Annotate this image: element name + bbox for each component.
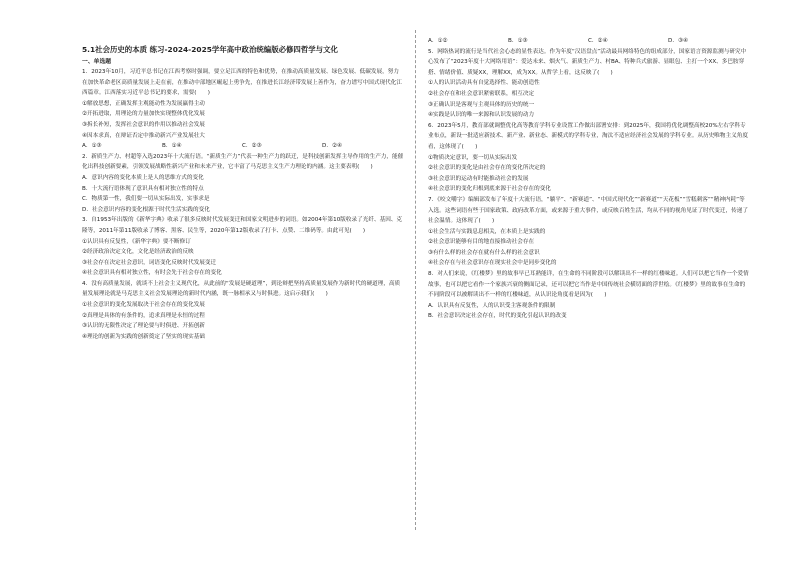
question-6-stem: 6．2023年5月，教育部就调整优化高等教育学科专业设置工作做出部署安排：到2025年，我国将优化调整高校20%左右学科专业布点，新设一批适应新技术、新产业、新业态、新模式的学科专业，淘汰不适应经济社会发展的学科专业。从历史唯物主义角度看，这体现了( ) [428, 122, 748, 150]
question-1-choices [82, 141, 404, 152]
question-5-option-1: ①人的认识活动具有自觉选择性、能动创造性 [428, 80, 540, 87]
question-3-option-1: ①认识具有反复性，《新华字典》要不断修订 [82, 238, 191, 245]
question-5-option-4: ④实践是认识的唯一来源和认识发展的动力 [428, 112, 535, 119]
question-7-option-3: ③有什么样的社会存在就有什么样的社会意识 [428, 249, 540, 256]
question-3-option-2: ②经济政治决定文化，文化是经济政治的反映 [82, 249, 194, 256]
question-4-stem: 4．没有高质量发展，就谈不上社会主义现代化，从此前的“发展是硬道理”，到论辩把坚持高质量发展作为新时代的硬道理，高质量发展理论就是马克思主义社会发展理论的新时代内涵，既一脉相承又与时俱进。这启示我们( ) [82, 280, 401, 298]
choice-c: C．②④ [588, 38, 608, 44]
question-1-option-4: ④因本求真，在辩证否定中推动新兴产业发展壮大 [82, 132, 205, 139]
question-2-option-b: B．十大流行语体现了意识具有相对独立性的特点 [82, 185, 204, 192]
question-5-stem: 5．网络热词的流行是当代社会心态的显性表达。作为年度“汉语盘点”活动最具网络特色的组成部分，国家语言资源监测与研究中心发布了“2023年度十大网络用语”：爱达未来、烟火气、新质生产力、村BA、特种兵式旅游、显眼包、主打一个XX、多巴胺穿搭、情绪价值、质疑XX，理解XX，成为XX。从哲学上看，这反映了( ) [428, 48, 747, 76]
question-4-option-3: ③认识的无限性决定了理论要与时俱进、开拓创新 [82, 323, 205, 330]
choice-c: C．②③ [242, 143, 262, 150]
question-8-option-b: B．社会意识决定社会存在，时代的变化引起认识的改变 [428, 313, 567, 320]
choice-a: A．①③ [82, 143, 102, 150]
question-4-option-4: ④理论的创新为实践的创新奠定了坚实的现实基础 [82, 333, 205, 340]
section-heading: 一、单选题 [82, 59, 112, 65]
question-4-option-2: ②真理是具体的有条件的，追求真理是永恒的过程 [82, 312, 205, 319]
question-4-choices [428, 36, 750, 47]
question-7-option-2: ②社会意识能够有目的地直接推动社会存在 [428, 239, 535, 246]
question-7-option-1: ①社会生活与实践息息相关，在本质上是实践的 [428, 228, 546, 235]
question-1-option-3: ③拆长补短，发挥社会意识的作用以推动社会发展 [82, 121, 205, 128]
question-3-option-4: ④社会意识具有相对独立性，有时会先于社会存在的变化 [82, 270, 222, 277]
document-title: 5.1社会历史的本质 练习-2024-2025学年高中政治统编版必修四哲学与文化 [82, 45, 338, 54]
choice-b: B．①④ [162, 143, 182, 150]
question-6-option-3: ③社会意识的运动有时能推动社会的发展 [428, 175, 529, 182]
choice-b: B．①③ [508, 38, 528, 44]
question-1-option-2: ②开拓进取，用理论的力量加快实现整体优化发展 [82, 111, 205, 118]
question-6-option-2: ②社会意识的变化是由社会存在的变化所决定的 [428, 165, 546, 172]
question-2-option-d: D．社会意识内容的变化根源于时代生活实践的变化 [82, 206, 210, 213]
question-8-stem: 8．对人们来说，《红楼梦》里的故事早已耳熟能详，在生命的不同阶段可以解读出不一样的红楼味道。人们可以把它当作一个爱情故事，也可以把它看作一个家族兴衰的侧面记录，还可以把它当作是中国传统社会横切面的浮世绘。《红楼梦》里的故事在生命的不同阶段可以被解读出不一样的红楼味道，从认识论角度看是因为( ) [428, 271, 749, 299]
question-6-option-1: ①物质决定意识，要一切从实际出发 [428, 154, 518, 161]
right-column [428, 36, 750, 322]
question-3-stem: 3．自1953年出版的《新华字典》收录了很多反映时代发展变迁和国家文明进步的词语。如2004年第10版收录了光纤、基因、克隆等，2011年第11版收录了博客、黑客、民生等，2020年第12版收录了打卡、点赞、二维码等。由此可见( ) [82, 217, 403, 234]
question-2-option-a: A．意识内容的变化本质上是人的思维方式的变化 [82, 174, 204, 181]
choice-d: D．②④ [322, 143, 343, 150]
choice-d: D．③④ [668, 38, 689, 44]
question-7-option-4: ④社会存在与社会意识存在现实社会中是同步变化的 [428, 260, 557, 267]
question-8-option-a: A．认识具有反复性，人的认识受主客观条件的限制 [428, 302, 556, 309]
question-4-option-1: ①社会意识的变化发展取决于社会存在的变化发展 [82, 302, 205, 309]
left-column [82, 34, 404, 342]
question-2-option-c: C．物质第一性，我们要一切从实际出发，实事求是 [82, 196, 210, 203]
question-1-option-1: ①解放思想，正确发挥主观能动性为发展赢得主动 [82, 100, 205, 107]
question-5-option-2: ②社会存在和社会意识紧密联系，相互决定 [428, 90, 535, 97]
question-7-stem: 7．《咬文嚼字》编辑部发布了年度十大流行语，“躺平”、“新赛道”、“中国式现代化”“新赛道”“天花板”“雪糕刺客”“精神内耗”等入选。这些词语有些于国家政策、政府改革方面，或来源于重大事件，或反映百姓生活，均从不同的视角见证了时代变迁，传递了社会温情。这体现了( ) [428, 196, 748, 225]
question-3-option-3: ③社会存在决定社会意识，词语变化反映时代发展变迁 [82, 259, 217, 266]
question-6-option-4: ④社会意识的变化归根到底来源于社会存在的变化 [428, 186, 551, 193]
choice-a: A．①② [428, 38, 448, 44]
question-2-stem: 2．新质生产力、村超等入选2023年十大流行语。“新质生产力”代表一种生产力的跃迁，是科技创新发挥主导作用的生产力，能催化出科技创新要素，引领发展战略性新兴产业和未来产业，它丰富了马克思主义生产力理论的内涵。这主要表明( ) [82, 153, 404, 171]
question-5-option-3: ③正确认识是客观与主观具体的历史的统一 [428, 101, 535, 108]
question-1-stem: 1．2023年10月，习近平总书记在江西考察时强调，要立足江西的特色和优势，在推动高质量发展、绿色发展、低碳发展，努力在加快革命老区高质量发展上走在前，在推动中部地区崛起上勇争先，在推进长江经济带发展上善作为，奋力谱写中国式现代化江西篇章。江西落实习近平总书记的要求，需要( ) [82, 69, 402, 97]
column-divider [415, 30, 416, 530]
